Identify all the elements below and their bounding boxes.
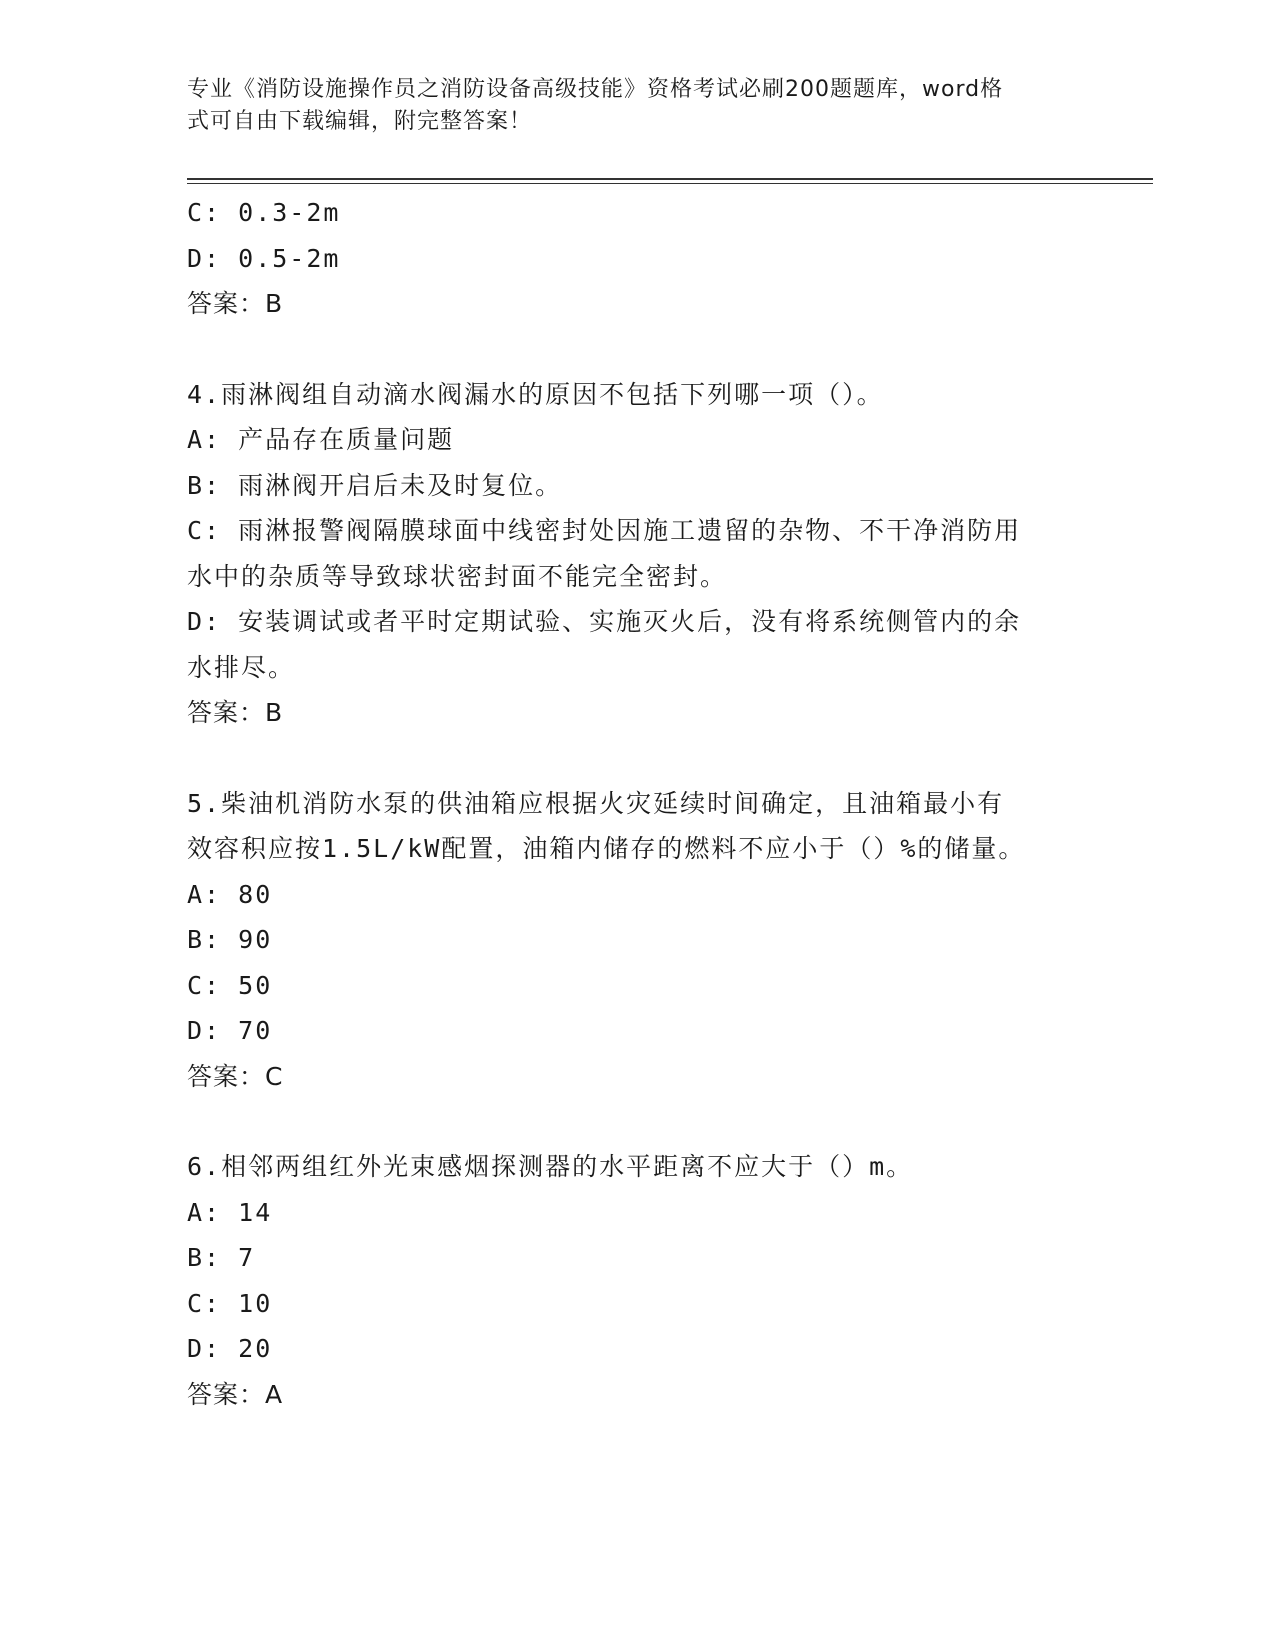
document-header [187,74,1067,138]
option-b: B: 雨淋阀开启后未及时复位。 [187,470,563,500]
option-a: A: 14 [187,1197,273,1227]
question-4 [187,372,1087,736]
answer-line: 答案：B [187,698,284,727]
header-line-1: 专业《消防设施操作员之消防设备高级技能》资格考试必刷200题题库，word格 [187,77,1004,102]
option-a: A: 80 [187,879,273,909]
question-stem: 5.柴油机消防水泵的供油箱应根据火灾延续时间确定，且油箱最小有 [187,788,1005,818]
option-a: A: 产品存在质量问题 [187,425,455,454]
header-line-2: 式可自由下载编辑，附完整答案！ [187,109,533,134]
option-d: D: 70 [187,1016,273,1045]
question-5 [187,781,1087,1100]
option-d: D: 0.5-2m [187,243,341,273]
option-c-continued: 水中的杂质等导致球状密封面不能完全密封。 [187,561,728,591]
header-rule-thick [187,178,1153,180]
question-6 [187,1144,1087,1417]
option-c: C: 50 [187,970,273,1000]
question-stem: 4.雨淋阀组自动滴水阀漏水的原因不包括下列哪一项（）。 [187,379,884,409]
question-stem: 6.相邻两组红外光束感烟探测器的水平距离不应大于（）m。 [187,1152,914,1181]
option-c: C: 0.3-2m [187,198,341,227]
option-d: D: 安装调试或者平时定期试验、实施灭火后，没有将系统侧管内的余 [187,607,1022,636]
answer-line: 答案：B [187,289,284,318]
option-b: B: 7 [187,1243,256,1272]
question-3 [187,190,1087,327]
option-c: C: 雨淋报警阀隔膜球面中线密封处因施工遗留的杂物、不干净消防用 [187,516,1022,545]
option-b: B: 90 [187,925,273,954]
answer-line: 答案：A [187,1379,284,1409]
option-c: C: 10 [187,1288,273,1318]
option-d: D: 20 [187,1334,273,1363]
header-rule-thin [187,183,1153,184]
answer-line: 答案：C [187,1061,284,1091]
option-d-continued: 水排尽。 [187,652,296,682]
question-stem-continued: 效容积应按1.5L/kW配置，油箱内储存的燃料不应小于（）%的储量。 [187,834,1026,863]
question-list [187,190,1087,1417]
